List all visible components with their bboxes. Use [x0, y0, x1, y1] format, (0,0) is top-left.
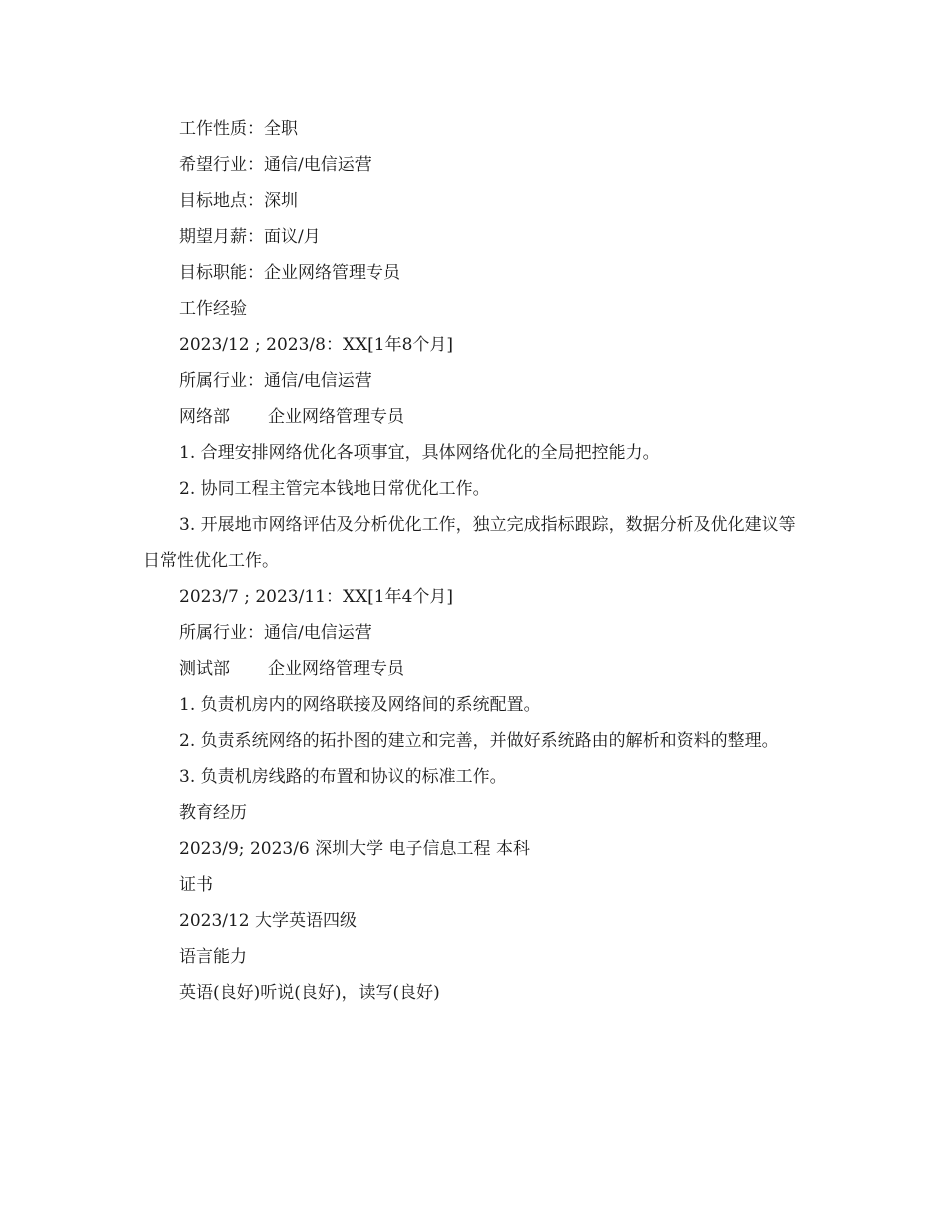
job-department: 网络部	[179, 407, 230, 427]
industry-line: 希望行业：通信/电信运营	[179, 155, 372, 175]
job-duty: 1. 合理安排网络优化各项事宜，具体网络优化的全局把控能力。	[179, 443, 660, 463]
job-department: 测试部	[179, 659, 230, 679]
job-department-row	[143, 651, 808, 687]
certificate-entry: 2023/12 大学英语四级	[179, 911, 358, 931]
education-entry: 2023/9; 2023/6 深圳大学 电子信息工程 本科	[179, 839, 530, 859]
job-period: 2023/12 ; 2023/8：XX[1年8个月]	[179, 335, 454, 355]
job-type-line: 工作性质：全职	[179, 119, 298, 139]
work-experience-heading: 工作经验	[179, 299, 247, 319]
job-title: 企业网络管理专员	[268, 407, 404, 427]
language-heading: 语言能力	[179, 947, 247, 967]
job-title: 企业网络管理专员	[268, 659, 404, 679]
job-industry: 所属行业：通信/电信运营	[179, 371, 372, 391]
certificate-heading: 证书	[179, 875, 213, 895]
job-duty: 2. 协同工程主管完本钱地日常优化工作。	[179, 479, 490, 499]
job-period: 2023/7 ; 2023/11：XX[1年4个月]	[179, 587, 454, 607]
resume-body	[143, 111, 808, 1011]
education-heading: 教育经历	[179, 803, 247, 823]
job-duty: 2. 负责系统网络的拓扑图的建立和完善，并做好系统路由的解析和资料的整理。	[179, 731, 779, 751]
function-line: 目标职能：企业网络管理专员	[179, 263, 400, 283]
salary-line: 期望月薪：面议/月	[179, 227, 321, 247]
job-industry: 所属行业：通信/电信运营	[179, 623, 372, 643]
job-department-row	[143, 399, 808, 435]
job-duty: 3. 开展地市网络评估及分析优化工作，独立完成指标跟踪，数据分析及优化建议等日常性优化工作。	[143, 515, 796, 571]
language-entry: 英语(良好)听说(良好)，读写(良好)	[179, 983, 440, 1003]
job-duty: 1. 负责机房内的网络联接及网络间的系统配置。	[179, 695, 541, 715]
job-duty: 3. 负责机房线路的布置和协议的标准工作。	[179, 767, 507, 787]
location-line: 目标地点：深圳	[179, 191, 298, 211]
